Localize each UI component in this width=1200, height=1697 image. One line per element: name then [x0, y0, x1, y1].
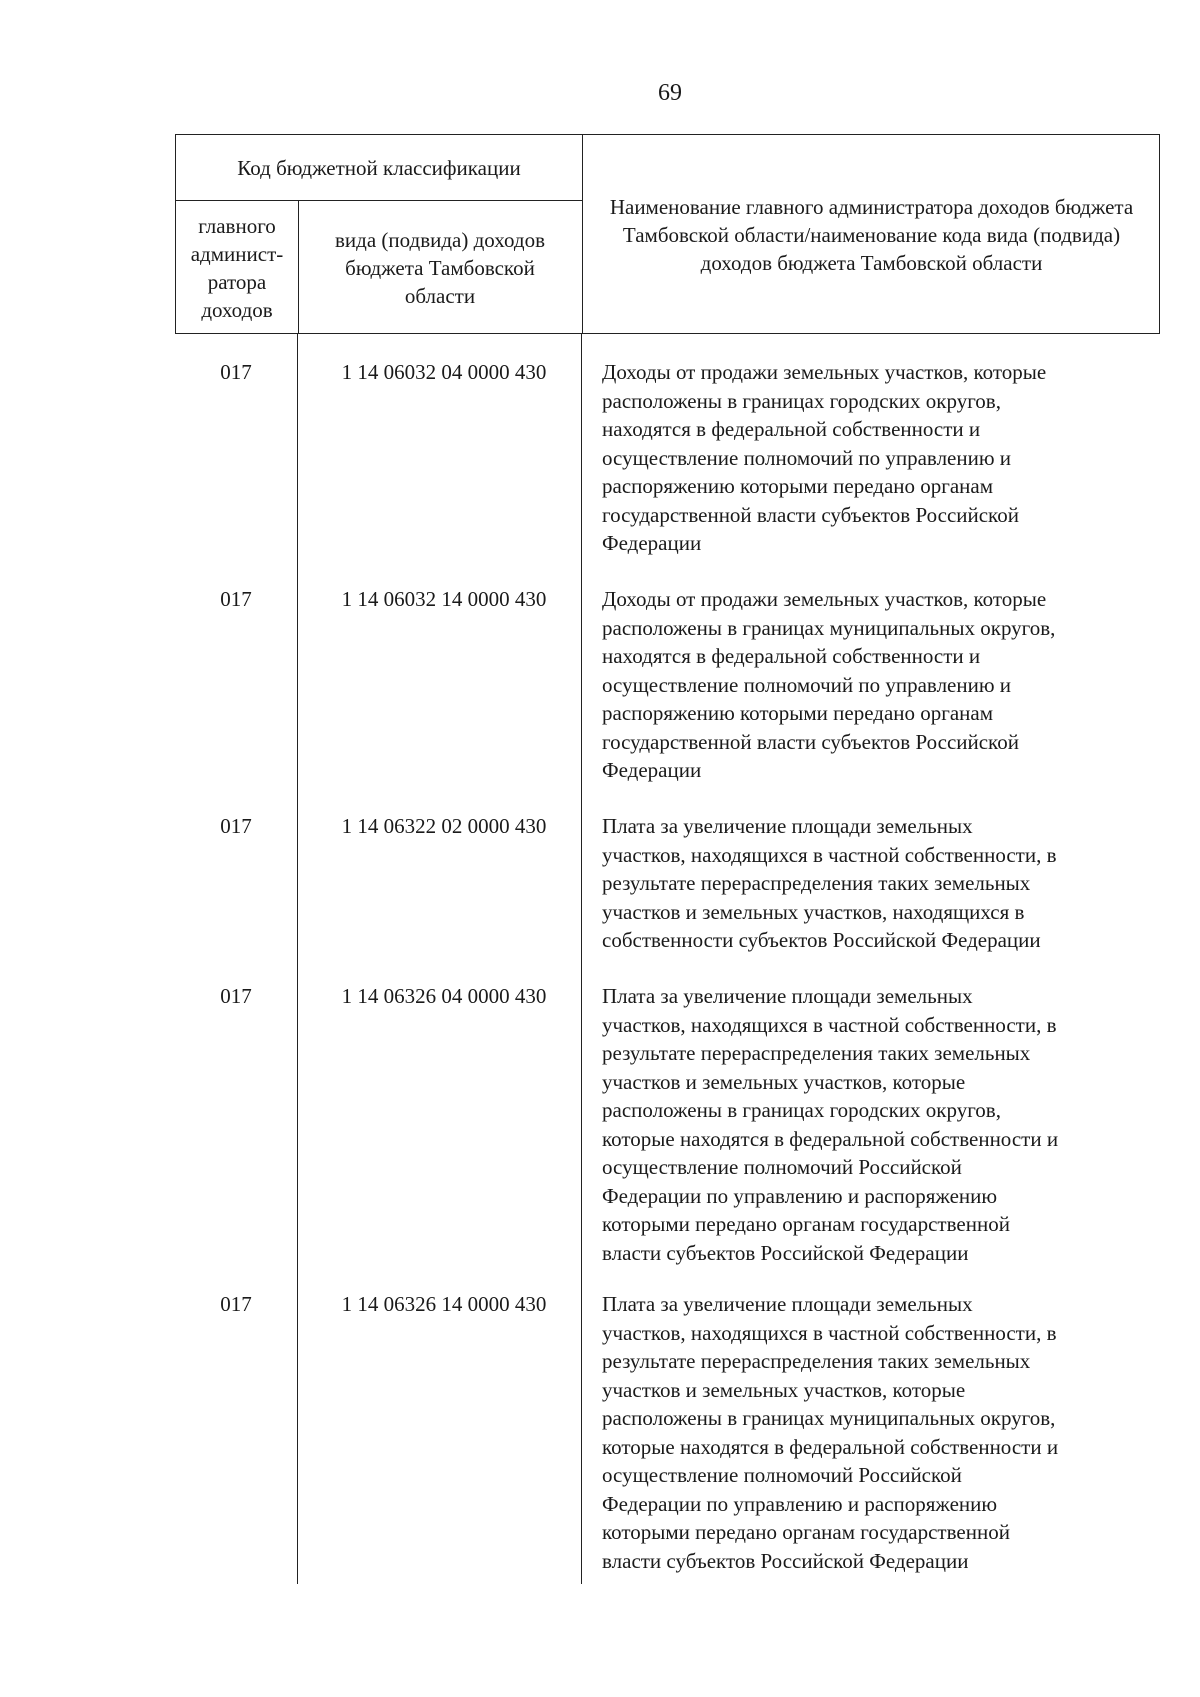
income-description: Плата за увеличение площади земельных участков, находящихся в частной собственности, в результате перераспределения таких земельных участков и земельных участков, находящихся в собственности субъектов Российской Федерации — [602, 814, 1057, 952]
income-code: 1 14 06322 02 0000 430 — [341, 814, 547, 838]
admin-code: 017 — [220, 814, 252, 838]
admin-code: 017 — [220, 984, 252, 1008]
header-admin-label: главного админист-ратора доходов — [190, 213, 284, 322]
column-divider — [297, 334, 298, 1584]
table-header — [175, 134, 1160, 334]
header-name-column — [582, 135, 1161, 335]
page-number: 69 — [658, 80, 682, 106]
income-description: Доходы от продажи земельных участков, которые расположены в границах городских округов, находятся в федеральной собственности и осуществление полномочий по управлению и распоряжению которыми передано органам государственной власти субъектов Российской Федерации — [602, 360, 1047, 555]
income-description: Плата за увеличение площади земельных участков, находящихся в частной собственности, в результате перераспределения таких земельных участков и земельных участков, которые расположены в границах муниципальных округов, которые находятся в федеральной собственности и осуществление полномочий Российской Федерации по управлению и распоряжению которыми передано органам государственной власти субъектов Российской Федерации — [602, 1292, 1059, 1573]
header-kind-column — [298, 200, 582, 335]
admin-code: 017 — [220, 587, 252, 611]
header-name-label: Наименование главного администратора доходов бюджета Тамбовской области/наименование кода вида (подвида) доходов бюджета Тамбовской области — [609, 195, 1134, 275]
admin-code: 017 — [220, 1292, 252, 1316]
column-divider — [581, 334, 582, 1584]
income-code: 1 14 06032 14 0000 430 — [341, 587, 547, 611]
header-admin-column — [176, 200, 298, 335]
income-description: Доходы от продажи земельных участков, которые расположены в границах муниципальных округов, находятся в федеральной собственности и осуществление полномочий по управлению и распоряжению которыми передано органам государственной власти субъектов Российской Федерации — [602, 587, 1056, 782]
admin-code: 017 — [220, 360, 252, 384]
income-description: Плата за увеличение площади земельных участков, находящихся в частной собственности, в результате перераспределения таких земельных участков и земельных участков, которые расположены в границах городских округов, которые находятся в федеральной собственности и осуществление полномочий Российской Федерации по управлению и распоряжению которыми передано органам государственной власти субъектов Российской Федерации — [602, 984, 1059, 1265]
header-code-group: Код бюджетной классификации — [237, 155, 521, 180]
income-code: 1 14 06326 04 0000 430 — [341, 984, 547, 1008]
header-kind-label: вида (подвида) доходов бюджета Тамбовской области — [335, 227, 545, 308]
income-code: 1 14 06032 04 0000 430 — [341, 360, 547, 384]
income-code: 1 14 06326 14 0000 430 — [341, 1292, 547, 1316]
